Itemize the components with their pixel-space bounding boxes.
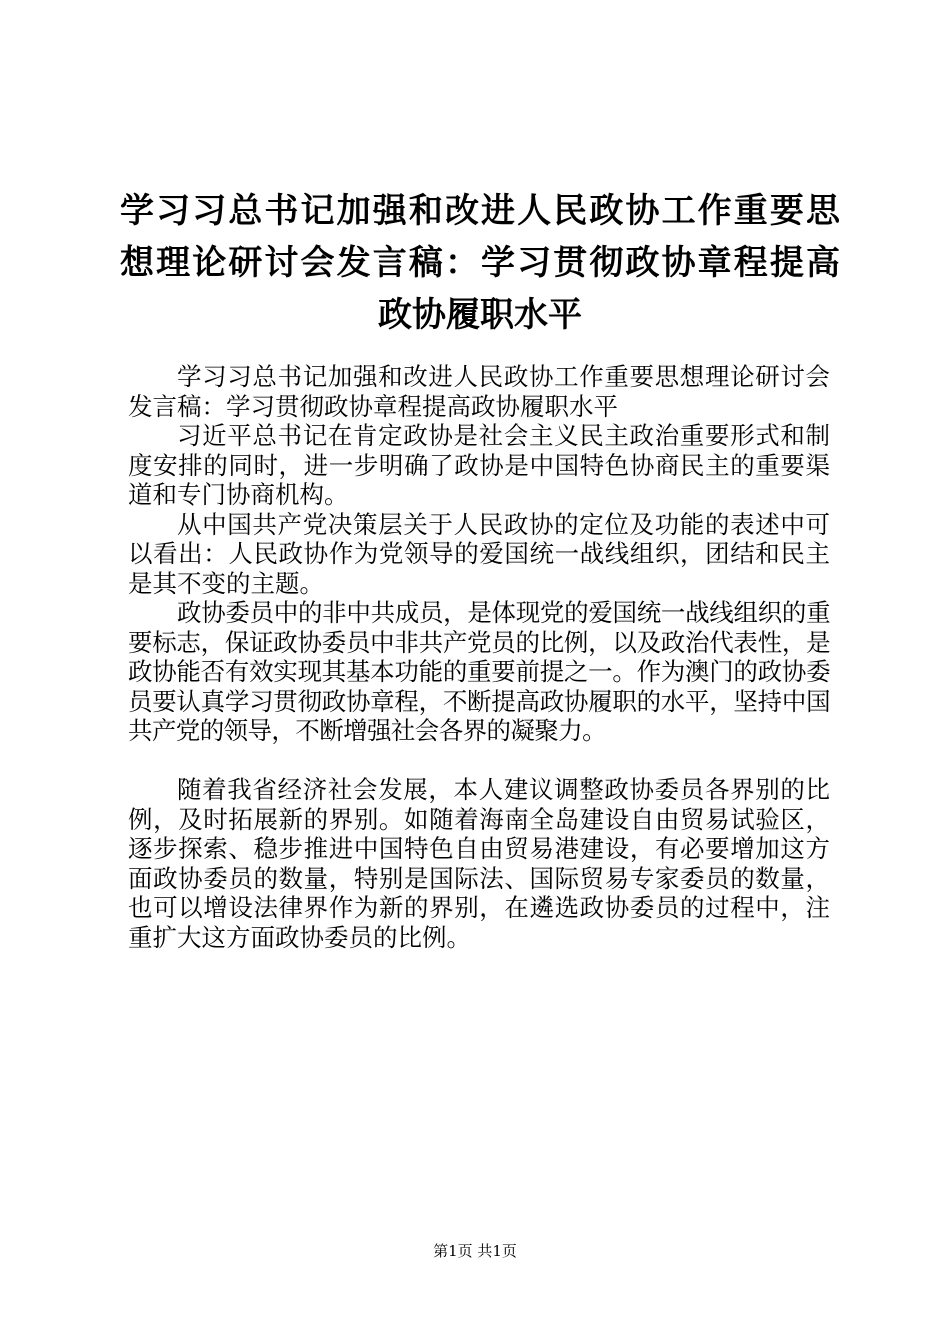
document-title bbox=[120, 185, 840, 341]
title-line-1: 学习习总书记加强和改进人民政协工作重要思 bbox=[120, 191, 840, 231]
paragraph-3: 政协委员中的非中共成员，是体现党的爱国统一战线组织的重要标志，保证政协委员中非共产党员的比例，以及政治代表性，是政协能否有效实现其基本功能的重要前提之一。作为澳门的政协委员要认真学习贯彻政协章程，不断提高政协履职的水平，坚持中国共产党的领导，不断增强社会各界的凝聚力。 bbox=[128, 598, 830, 745]
paragraph-1: 习近平总书记在肯定政协是社会主义民主政治重要形式和制度安排的同时，进一步明确了政协是中国特色协商民主的重要渠道和专门协商机构。 bbox=[128, 421, 830, 509]
paragraph-4: 随着我省经济社会发展，本人建议调整政协委员各界别的比例，及时拓展新的界别。如随着海南全岛建设自由贸易试验区，逐步探索、稳步推进中国特色自由贸易港建设，有必要增加这方面政协委员的数量，特别是国际法、国际贸易专家委员的数量，也可以增设法律界作为新的界别，在遴选政协委员的过程中，注重扩大这方面政协委员的比例。 bbox=[128, 775, 830, 952]
paragraph-title-repeat: 学习习总书记加强和改进人民政协工作重要思想理论研讨会发言稿：学习贯彻政协章程提高政协履职水平 bbox=[128, 362, 830, 421]
paragraph-spacer bbox=[128, 746, 830, 776]
title-line-3: 政协履职水平 bbox=[378, 295, 582, 335]
paragraph-2: 从中国共产党决策层关于人民政协的定位及功能的表述中可以看出：人民政协作为党领导的爱国统一战线组织，团结和民主是其不变的主题。 bbox=[128, 509, 830, 598]
document-body bbox=[128, 362, 830, 952]
page-footer: 第1页 共1页 bbox=[433, 1242, 517, 1260]
title-line-2: 想理论研讨会发言稿：学习贯彻政协章程提高 bbox=[120, 243, 840, 283]
